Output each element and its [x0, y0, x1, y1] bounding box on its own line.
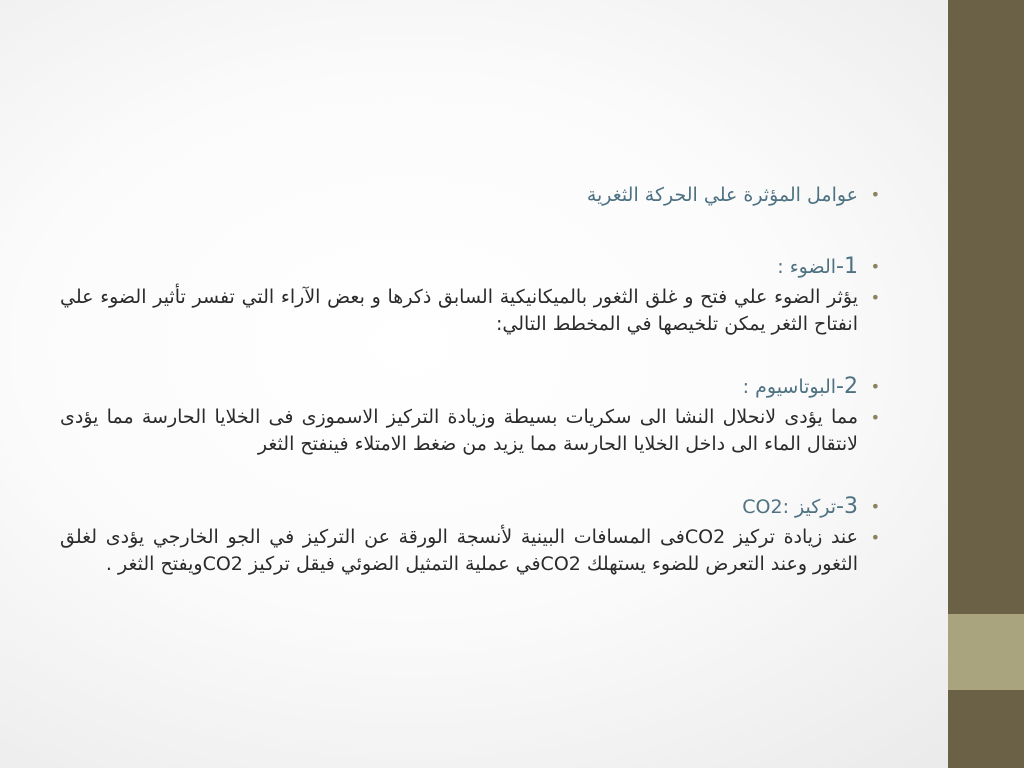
section-number: 3-	[836, 494, 858, 519]
section-heading-co2	[60, 490, 858, 524]
section-heading-light	[60, 250, 858, 284]
section-heading-potassium	[60, 370, 858, 404]
section-body-text: عند زيادة تركيز CO2فى المسافات البينية لأنسجة الورقة عن التركيز في الجو الخارجي يؤدى لغلق الثغور وعند التعرض للضوء يستهلك CO2في عملية التمثيل الضوئي فيقل تركيز CO2ويفتح الثغر .	[60, 526, 858, 575]
section-body-light	[60, 284, 858, 338]
section-number: 2-	[836, 374, 858, 399]
decorative-side-bar-accent	[948, 614, 1024, 690]
section-body-co2	[60, 524, 858, 578]
section-heading-text: تركيز :CO2	[742, 496, 837, 518]
slide-title-bullet	[60, 178, 858, 212]
section-heading-text: الضوء :	[777, 256, 837, 278]
slide-title: عوامل المؤثرة علي الحركة الثغرية	[586, 184, 858, 206]
section-heading-text: البوتاسيوم :	[742, 376, 837, 398]
section-body-text: يؤثر الضوء علي فتح و غلق الثغور بالميكانيكية السابق ذكرها و بعض الآراء التي تفسر تأثير الضوء علي انفتاح الثغر يمكن تلخيصها في المخطط التالي:	[60, 286, 858, 335]
slide-content	[60, 178, 858, 578]
section-body-text: مما يؤدى لانحلال النشا الى سكريات بسيطة وزيادة التركيز الاسموزى فى الخلايا الحارسة مما يؤدى لانتقال الماء الى داخل الخلايا الحارسة مما يزيد من ضغط الامتلاء فينفتح الثغر	[60, 406, 858, 455]
section-body-potassium	[60, 404, 858, 458]
section-number: 1-	[836, 254, 858, 279]
